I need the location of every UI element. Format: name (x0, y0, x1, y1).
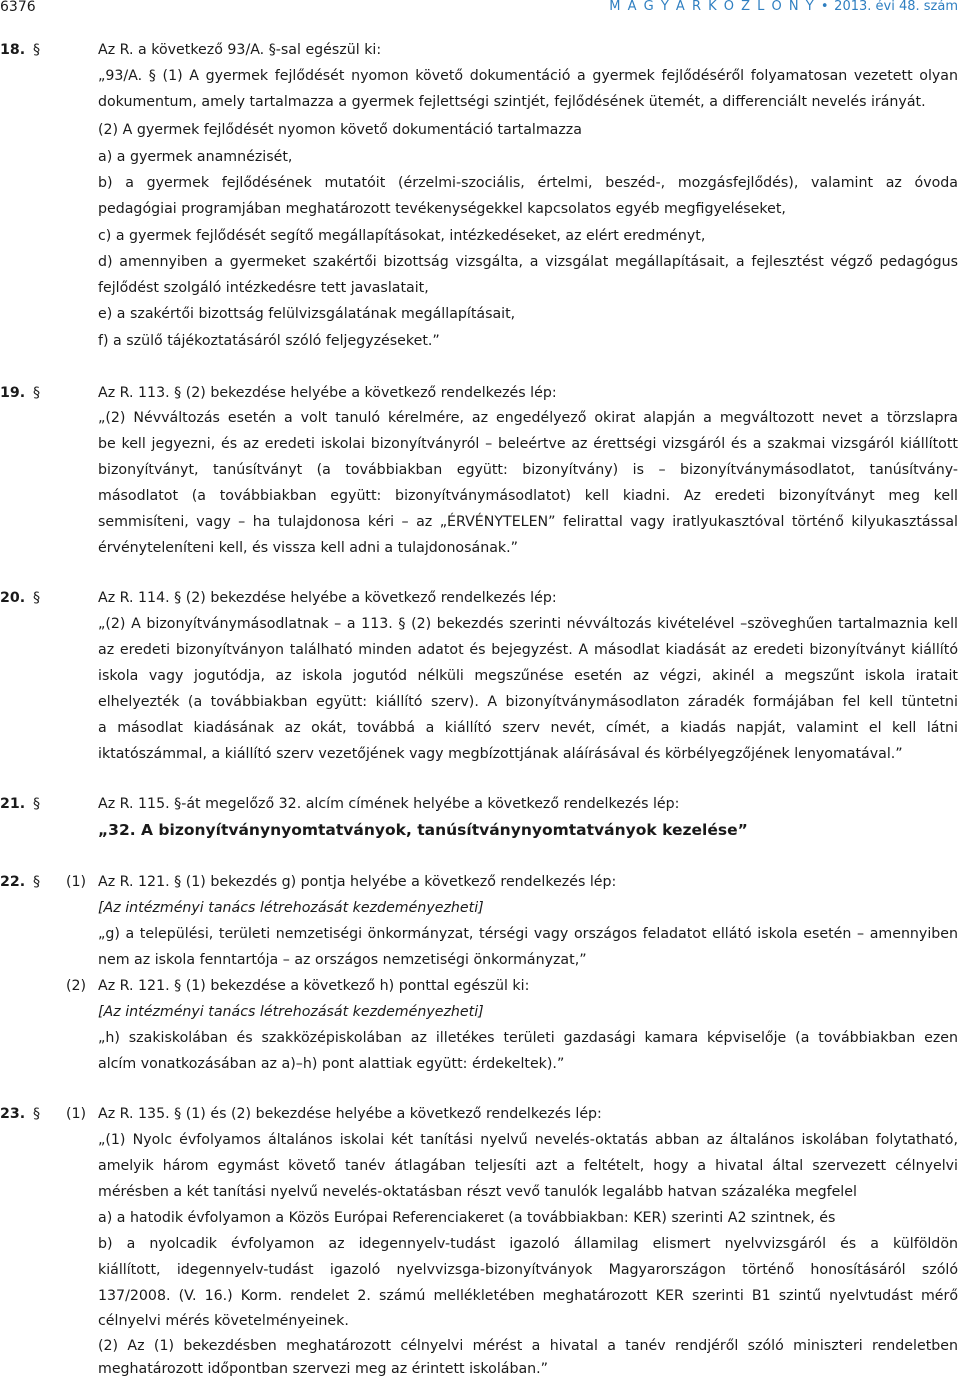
section-intro: Az R. 115. §-át megelőző 32. alcím címének helyébe a következő rendelkezés lép: (98, 796, 680, 812)
section-intro: Az R. 135. § (1) és (2) bekezdése helyébe a következő rendelkezés lép: (98, 1106, 602, 1122)
paragraph-sign: § (33, 796, 41, 812)
text-line: be kell jegyezni, és az eredeti iskolai bizonyítványról – beleértve az érettségi vizsgáról és a szakmai vizsgáról kiállított (98, 436, 958, 452)
subsection-number: (2) (66, 978, 87, 994)
text-line: „93/A. § (1) A gyermek fejlődését nyomon követő dokumentáció a gyermek fejlődéséről folyamatosan vezetett olyan (98, 68, 958, 84)
paragraph-sign: § (33, 874, 41, 890)
list-item-a: a) a gyermek anamnézisét, (98, 149, 293, 165)
text-line: a másodlat kiadásának az okát, továbbá a kiállító szerv nevét, címét, a kiadás napját, valamint el kell látni (98, 720, 958, 736)
context-note: [Az intézményi tanács létrehozását kezdeményezheti] (98, 1004, 484, 1020)
paragraph-sign: § (33, 590, 41, 606)
text-line: nem az iskola fenntartója – az országos nemzetiségi önkormányzat,” (98, 952, 587, 968)
page-number: 6376 (0, 0, 36, 15)
text-line: 137/2008. (V. 16.) Korm. rendelet 2. számú mellékletében meghatározott KER szerinti B1 szintű nyelvtudást mérő (98, 1288, 958, 1304)
text-line: „h) szakiskolában és szakközépiskolában az illetékes területi gazdasági kamara képviselője (a továbbiakban ezen (98, 1030, 958, 1046)
text-line: meghatározott időpontban szervezi meg az érintett iskolában.” (98, 1361, 549, 1377)
section-number: 23. (0, 1106, 26, 1122)
list-item-e: e) a szakértői bizottság felülvizsgálatának megállapításait, (98, 306, 516, 322)
bullet-separator: • (820, 0, 829, 14)
text-line: mérésben a két tanítási nyelvű nevelés-oktatásban részt vevő tanulók legalább hatvan százaléka megfelel (98, 1184, 857, 1200)
list-item-b: b) a nyolcadik évfolyamon az idegennyelv-tudást igazoló államilag elismert nyelvvizsgáról és a külföldön (98, 1236, 958, 1252)
list-item-b: b) a gyermek fejlődésének mutatóit (érzelmi-szociális, értelmi, beszéd-, mozgásfejlődés), valamint az óvoda (98, 175, 958, 191)
paragraph-sign: § (33, 42, 41, 58)
subtitle-heading: „32. A bizonyítványnyomtatványok, tanúsítványnyomtatványok kezelése” (98, 821, 748, 839)
text-line: (2) A gyermek fejlődését nyomon követő dokumentáció tartalmazza (98, 122, 582, 138)
list-item-a: a) a hatodik évfolyamon a Közös Európai Referenciakeret (a továbbiakban: KER) szerinti A2 szintnek, és (98, 1210, 836, 1226)
issue-label: 2013. évi 48. szám (834, 0, 958, 14)
paragraph-sign: § (33, 385, 41, 401)
list-item-c: c) a gyermek fejlődését segítő megállapításokat, intézkedéseket, az elért eredményt, (98, 228, 706, 244)
section-number: 18. (0, 42, 26, 58)
text-line: érvényteleníteni kell, és vissza kell adni a tulajdonosának.” (98, 540, 518, 556)
text-line: másodlatot (a továbbiakban együtt: bizonyítványmásodlatot) kell kiadni. Az eredeti bizonyítványt meg kell (98, 488, 958, 504)
section-number: 21. (0, 796, 26, 812)
text-line: kiállított, idegennyelv-tudást igazoló nyelvvizsga-bizonyítványok Magyarországon történő honosításáról szóló (98, 1262, 958, 1278)
text-line: alcím vonatkozásában az a)–h) pont alattiak együtt: érdekeltek).” (98, 1056, 565, 1072)
section-intro: Az R. 121. § (1) bekezdése a következő h) ponttal egészül ki: (98, 978, 530, 994)
text-line: „(2) A bizonyítványmásodlatnak – a 113. § (2) bekezdés szerinti névváltozás kivételével –szöveghűen tartalmaznia kell (98, 616, 958, 632)
text-line: „g) a települési, területi nemzetiségi önkormányzat, térségi vagy országos feladatot ellátó iskola esetén – amennyiben (98, 926, 958, 942)
text-line: elhelyezték (a továbbiakban együtt: kiállító szerv). A bizonyítványmásodlaton záradék formájában fel kell tüntetni (98, 694, 958, 710)
text-line: dokumentum, amely tartalmazza a gyermek fejlettségi szintjét, fejlődésének ütemét, a differenciált nevelés irányát. (98, 94, 926, 110)
section-number: 19. (0, 385, 26, 401)
subsection-number: (1) (66, 874, 87, 890)
list-item-d: d) amennyiben a gyermeket szakértői bizottság vizsgálta, a vizsgálat megállapításait, a fejlesztést végző pedagógus (98, 254, 958, 270)
list-item-f: f) a szülő tájékoztatásáról szóló feljegyzéseket.” (98, 333, 440, 349)
text-line: célnyelvi mérés követelményeinek. (98, 1313, 349, 1329)
context-note: [Az intézményi tanács létrehozását kezdeményezheti] (98, 900, 484, 916)
text-line: „(1) Nyolc évfolyamos általános iskolai két tanítási nyelvű nevelés-oktatás abban az általános iskolában folytatható, (98, 1132, 958, 1148)
section-intro: Az R. 114. § (2) bekezdése helyébe a következő rendelkezés lép: (98, 590, 557, 606)
journal-name: M A G Y A R K Ö Z L Ö N Y (609, 0, 816, 14)
section-number: 20. (0, 590, 26, 606)
text-line: (2) Az (1) bekezdésben meghatározott célnyelvi mérést a hivatal a tanév rendjéről szóló miniszteri rendeletben (98, 1338, 958, 1354)
text-line: „(2) Névváltozás esetén a volt tanuló kérelmére, az engedélyező okirat alapján a megváltozott nevet a törzslapra (98, 410, 958, 426)
section-intro: Az R. 113. § (2) bekezdése helyébe a következő rendelkezés lép: (98, 385, 557, 401)
text-line: pedagógiai programjában meghatározott tevékenységekkel kapcsolatos egyéb megfigyeléseket, (98, 201, 786, 217)
text-line: bizonyítványt, tanúsítványt (a továbbiakban együtt: bizonyítvány) is – bizonyítványmásodlatot, tanúsítvány- (98, 462, 958, 478)
running-title (609, 0, 958, 14)
section-intro: Az R. 121. § (1) bekezdés g) pontja helyébe a következő rendelkezés lép: (98, 874, 617, 890)
section-number: 22. (0, 874, 26, 890)
text-line: semmisíteni, vagy – ha tulajdonosa kéri – az „ÉRVÉNYTELEN” felirattal vagy iratlyukasztóval történő kilyukasztással (98, 514, 958, 530)
text-line: amelyik három egymást követő tanév átlagában teljesíti azt a feltételt, hogy a hivatal által szervezett célnyelvi (98, 1158, 958, 1174)
text-line: fejlődést szolgáló intézkedésre tett javaslatait, (98, 280, 429, 296)
subsection-number: (1) (66, 1106, 87, 1122)
section-intro: Az R. a következő 93/A. §-sal egészül ki: (98, 42, 382, 58)
text-line: iskola vagy jogutódja, az iskola jogutód nélküli megszűnése esetén az végzi, akinél a megszűnt iskola iratait (98, 668, 958, 684)
page-header (0, 0, 960, 18)
text-line: az eredeti bizonyítványon található minden adatot és bejegyzést. A másodlat kiadását az eredeti bizonyítványt kiállító (98, 642, 958, 658)
text-line: iktatószámmal, a kiállító szerv vezetőjének vagy megbízottjának aláírásával és körbélyegzőjének lenyomatával.” (98, 746, 903, 762)
paragraph-sign: § (33, 1106, 41, 1122)
